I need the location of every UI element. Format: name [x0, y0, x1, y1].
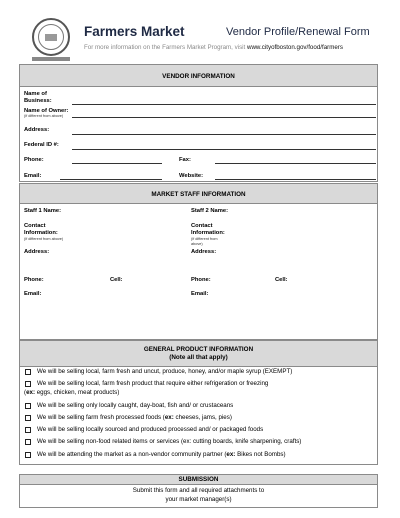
staff2-name-label: Staff 2 Name:: [191, 208, 229, 214]
option-fish-checkbox[interactable]: [25, 403, 31, 409]
owner-note: (if different from above): [24, 114, 64, 118]
option-fish-label: We will be selling only locally caught, day-boat, fish and/ or crustaceans: [37, 402, 234, 409]
option-refrigeration-checkbox[interactable]: [25, 381, 31, 387]
federal-id-field[interactable]: [72, 149, 376, 150]
vendor-phone-label: Phone:: [24, 157, 44, 163]
option-nonfood-label: We will be selling non-food related items or services (ex: cutting boards, knife sharpening, crafts): [37, 438, 302, 445]
vendor-address-label: Address:: [24, 127, 50, 133]
staff2-contact-note-2: above): [191, 242, 203, 246]
submission-text: [19, 487, 378, 504]
option-partner-label: We will be attending the market as a non-vendor community partner (ex: Bikes not Bombs): [37, 451, 286, 458]
option-refrigeration-label: We will be selling local, farm fresh product that require either refrigeration or freezing: [37, 380, 269, 387]
staff1-contact-label: Contact Information:: [24, 223, 58, 236]
option-partner-checkbox[interactable]: [25, 452, 31, 458]
staff1-contact-note: (if different from above): [24, 237, 64, 241]
staff2-contact-note-1: (if different from: [191, 237, 218, 241]
seal-banner: [32, 57, 70, 61]
business-name-label: Name of Business:: [24, 91, 52, 104]
option-nonfood-checkbox[interactable]: [25, 439, 31, 445]
option-farm-processed-label: We will be selling farm fresh processed foods (ex: cheeses, jams, pies): [37, 414, 232, 421]
city-seal-logo: [32, 18, 70, 56]
website-field[interactable]: [215, 179, 376, 180]
form-title: Vendor Profile/Renewal Form: [226, 26, 370, 38]
submission-line-1: Submit this form and all required attachments to: [132, 487, 265, 494]
owner-name-field[interactable]: [72, 117, 376, 118]
product-info-heading: [19, 340, 378, 367]
option-exempt-checkbox[interactable]: [25, 369, 31, 375]
vendor-phone-field[interactable]: [72, 163, 162, 164]
product-info-title: GENERAL PRODUCT INFORMATION: [143, 346, 254, 353]
website-label: Website:: [179, 173, 204, 179]
staff1-email-label: Email:: [24, 291, 42, 297]
info-prefix: For more information on the Farmers Market Program, visit: [84, 44, 246, 51]
business-name-field[interactable]: [72, 104, 376, 105]
staff1-phone-label: Phone:: [24, 277, 44, 283]
staff2-cell-label: Cell:: [275, 277, 288, 283]
option-packaged-checkbox[interactable]: [25, 427, 31, 433]
vendor-email-label: Email:: [24, 173, 42, 179]
staff1-cell-label: Cell:: [110, 277, 123, 283]
submission-heading: SUBMISSION: [19, 474, 378, 485]
vendor-info-heading: VENDOR INFORMATION: [19, 64, 378, 87]
staff1-address-label: Address:: [24, 249, 50, 255]
fax-field[interactable]: [215, 163, 376, 164]
info-url-link[interactable]: www.cityofboston.gov/food/farmers: [247, 44, 343, 51]
product-info-note: (Note all that apply): [169, 354, 228, 361]
staff2-phone-label: Phone:: [191, 277, 211, 283]
option-packaged-label: We will be selling locally sourced and produced processed and/ or packaged foods: [37, 426, 264, 433]
option-farm-processed-checkbox[interactable]: [25, 415, 31, 421]
option-exempt-label: We will be selling local, farm fresh and uncut, produce, honey, and/or maple syrup (EXEMPT): [37, 368, 293, 375]
federal-id-label: Federal ID #:: [24, 142, 59, 148]
option-refrigeration-examples: (ex: eggs, chicken, meat products): [24, 389, 120, 396]
staff-info-heading: MARKET STAFF INFORMATION: [19, 183, 378, 204]
staff1-name-label: Staff 1 Name:: [24, 208, 62, 214]
staff2-address-label: Address:: [191, 249, 217, 255]
owner-name-label: Name of Owner:: [24, 108, 69, 114]
page-title: Farmers Market: [84, 24, 185, 39]
vendor-email-field[interactable]: [60, 179, 162, 180]
fax-label: Fax:: [179, 157, 191, 163]
staff2-contact-label: Contact Information:: [191, 223, 225, 236]
vendor-address-field[interactable]: [72, 134, 376, 135]
submission-line-2: your market manager(s): [165, 495, 232, 503]
staff2-email-label: Email:: [191, 291, 209, 297]
info-line: [84, 44, 343, 51]
